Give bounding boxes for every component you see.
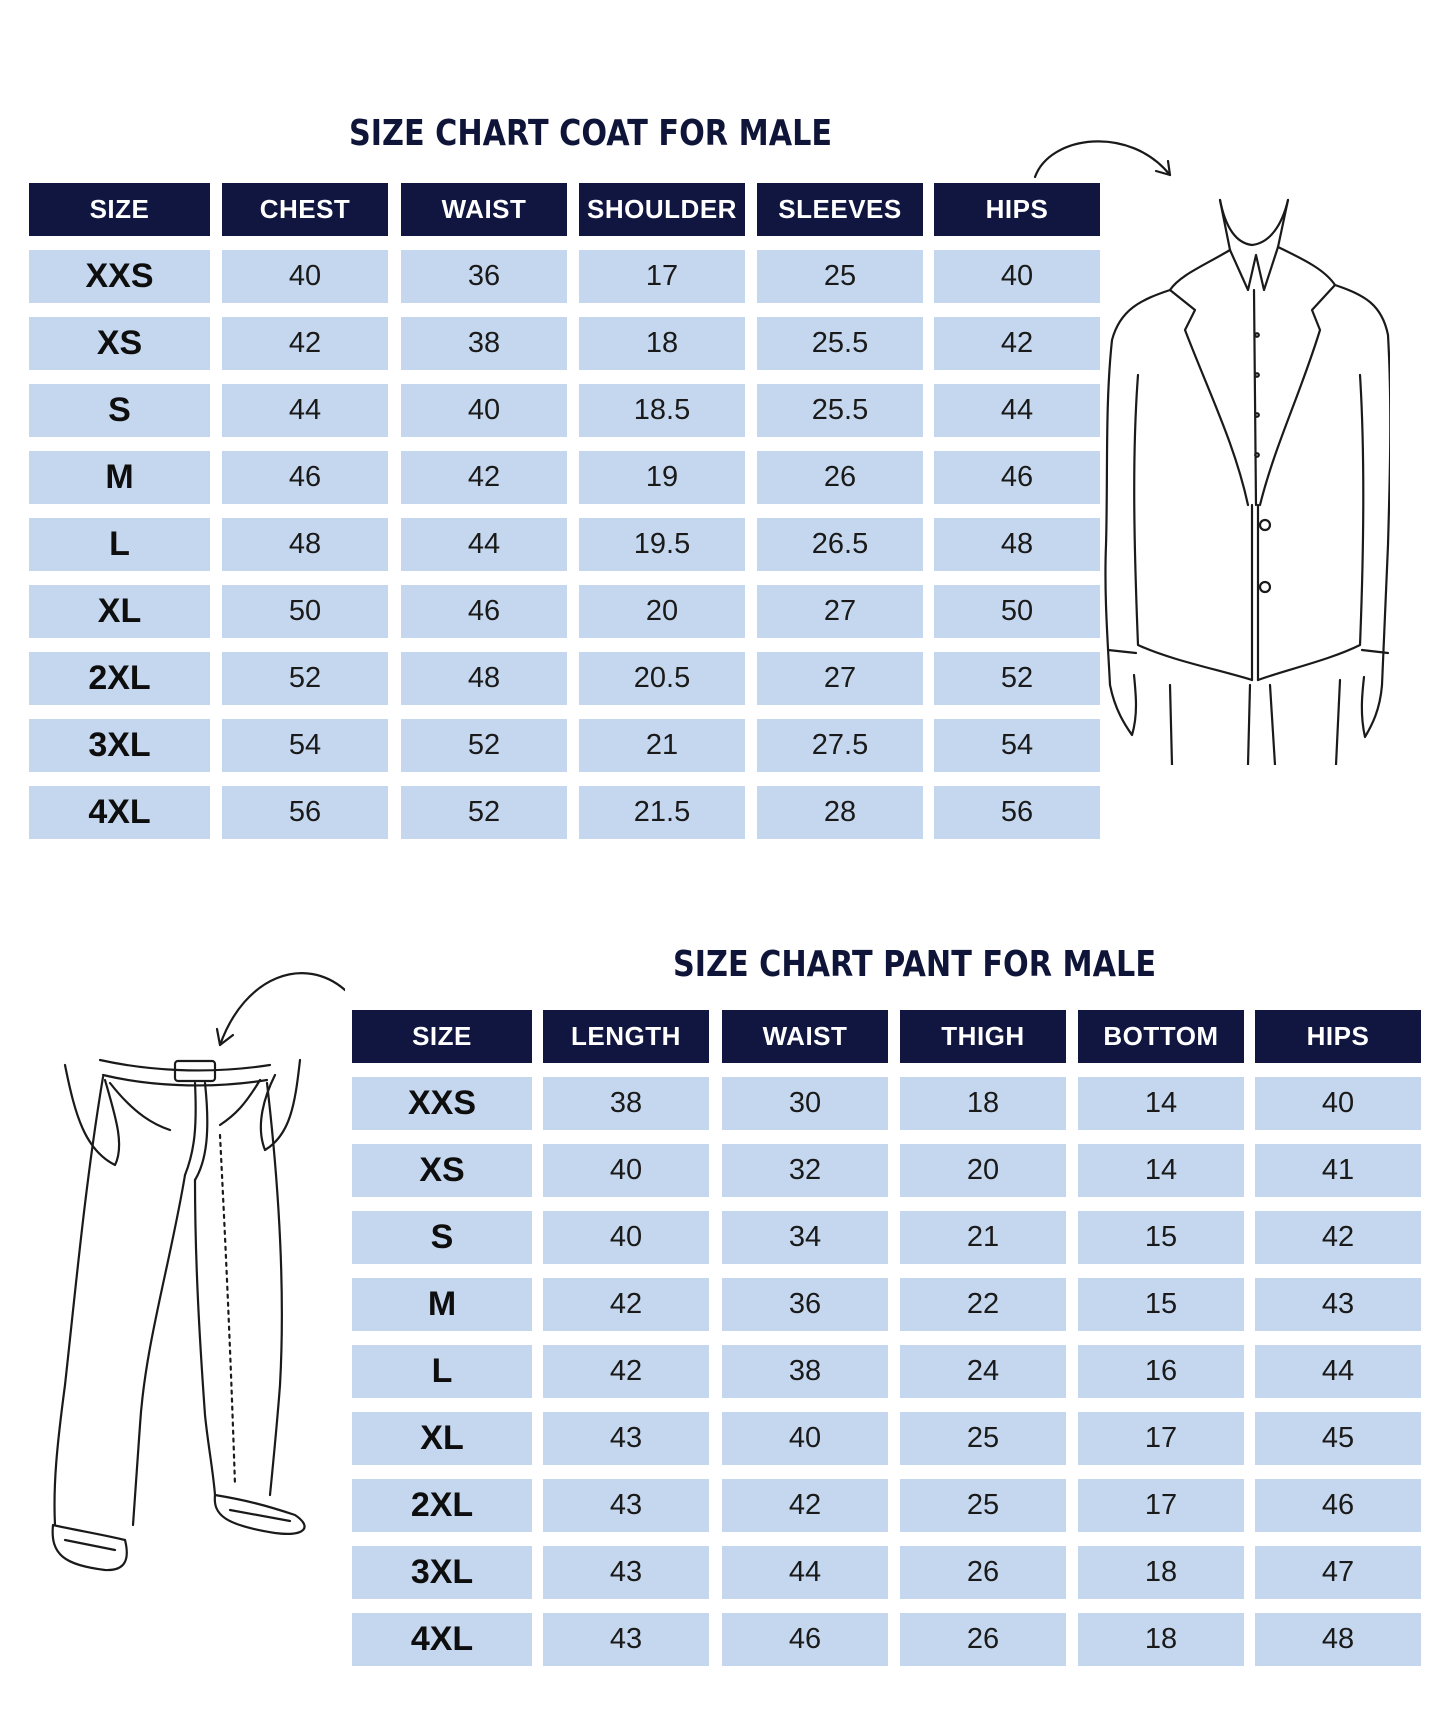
size-label: 3XL bbox=[29, 719, 210, 772]
measurement-cell: 40 bbox=[722, 1412, 888, 1465]
measurement-cell: 45 bbox=[1255, 1412, 1421, 1465]
measurement-cell: 46 bbox=[1255, 1479, 1421, 1532]
measurement-cell: 44 bbox=[401, 518, 567, 571]
measurement-cell: 48 bbox=[401, 652, 567, 705]
size-label: 4XL bbox=[29, 786, 210, 839]
measurement-cell: 15 bbox=[1078, 1211, 1244, 1264]
column-header: SLEEVES bbox=[757, 183, 923, 236]
measurement-cell: 42 bbox=[722, 1479, 888, 1532]
column-header: LENGTH bbox=[543, 1010, 709, 1063]
measurement-cell: 26 bbox=[900, 1546, 1066, 1599]
measurement-cell: 36 bbox=[722, 1278, 888, 1331]
column-header: SIZE bbox=[29, 183, 210, 236]
measurement-cell: 43 bbox=[543, 1479, 709, 1532]
measurement-cell: 20.5 bbox=[579, 652, 745, 705]
size-label: S bbox=[352, 1211, 532, 1264]
size-label: XXS bbox=[29, 250, 210, 303]
measurement-cell: 48 bbox=[1255, 1613, 1421, 1666]
size-label: M bbox=[29, 451, 210, 504]
measurement-cell: 54 bbox=[934, 719, 1100, 772]
measurement-cell: 28 bbox=[757, 786, 923, 839]
column-header: WAIST bbox=[722, 1010, 888, 1063]
column-header: THIGH bbox=[900, 1010, 1066, 1063]
measurement-cell: 25 bbox=[900, 1412, 1066, 1465]
measurement-cell: 40 bbox=[222, 250, 388, 303]
measurement-cell: 48 bbox=[222, 518, 388, 571]
size-label: 4XL bbox=[352, 1613, 532, 1666]
measurement-cell: 24 bbox=[900, 1345, 1066, 1398]
size-label: XS bbox=[352, 1144, 532, 1197]
measurement-cell: 46 bbox=[934, 451, 1100, 504]
column-header: SHOULDER bbox=[579, 183, 745, 236]
measurement-cell: 46 bbox=[401, 585, 567, 638]
measurement-cell: 46 bbox=[722, 1613, 888, 1666]
measurement-cell: 40 bbox=[543, 1144, 709, 1197]
measurement-cell: 52 bbox=[401, 786, 567, 839]
measurement-cell: 46 bbox=[222, 451, 388, 504]
measurement-cell: 42 bbox=[543, 1278, 709, 1331]
measurement-cell: 18 bbox=[900, 1077, 1066, 1130]
measurement-cell: 38 bbox=[401, 317, 567, 370]
measurement-cell: 54 bbox=[222, 719, 388, 772]
measurement-cell: 17 bbox=[579, 250, 745, 303]
size-label: L bbox=[29, 518, 210, 571]
measurement-cell: 30 bbox=[722, 1077, 888, 1130]
measurement-cell: 18.5 bbox=[579, 384, 745, 437]
column-header: HIPS bbox=[934, 183, 1100, 236]
column-header: WAIST bbox=[401, 183, 567, 236]
measurement-cell: 44 bbox=[934, 384, 1100, 437]
measurement-cell: 47 bbox=[1255, 1546, 1421, 1599]
size-label: M bbox=[352, 1278, 532, 1331]
measurement-cell: 42 bbox=[1255, 1211, 1421, 1264]
measurement-cell: 21 bbox=[900, 1211, 1066, 1264]
measurement-cell: 18 bbox=[579, 317, 745, 370]
pants-sketch-icon bbox=[45, 965, 345, 1575]
measurement-cell: 20 bbox=[900, 1144, 1066, 1197]
measurement-cell: 42 bbox=[401, 451, 567, 504]
measurement-cell: 50 bbox=[934, 585, 1100, 638]
measurement-cell: 26 bbox=[757, 451, 923, 504]
measurement-cell: 14 bbox=[1078, 1077, 1244, 1130]
size-label: XS bbox=[29, 317, 210, 370]
measurement-cell: 27.5 bbox=[757, 719, 923, 772]
coat-sketch-icon bbox=[1020, 125, 1390, 765]
measurement-cell: 52 bbox=[401, 719, 567, 772]
measurement-cell: 43 bbox=[1255, 1278, 1421, 1331]
measurement-cell: 19 bbox=[579, 451, 745, 504]
measurement-cell: 38 bbox=[543, 1077, 709, 1130]
measurement-cell: 38 bbox=[722, 1345, 888, 1398]
size-label: 3XL bbox=[352, 1546, 532, 1599]
measurement-cell: 15 bbox=[1078, 1278, 1244, 1331]
size-label: 2XL bbox=[29, 652, 210, 705]
measurement-cell: 18 bbox=[1078, 1546, 1244, 1599]
measurement-cell: 25 bbox=[757, 250, 923, 303]
size-label: S bbox=[29, 384, 210, 437]
measurement-cell: 26 bbox=[900, 1613, 1066, 1666]
column-header: HIPS bbox=[1255, 1010, 1421, 1063]
measurement-cell: 43 bbox=[543, 1613, 709, 1666]
column-header: BOTTOM bbox=[1078, 1010, 1244, 1063]
measurement-cell: 26.5 bbox=[757, 518, 923, 571]
curved-arrow-icon bbox=[217, 973, 345, 1045]
measurement-cell: 25.5 bbox=[757, 384, 923, 437]
column-header: SIZE bbox=[352, 1010, 532, 1063]
measurement-cell: 21 bbox=[579, 719, 745, 772]
measurement-cell: 52 bbox=[222, 652, 388, 705]
measurement-cell: 27 bbox=[757, 652, 923, 705]
measurement-cell: 27 bbox=[757, 585, 923, 638]
measurement-cell: 40 bbox=[401, 384, 567, 437]
measurement-cell: 48 bbox=[934, 518, 1100, 571]
curved-arrow-icon bbox=[1035, 141, 1170, 177]
measurement-cell: 43 bbox=[543, 1412, 709, 1465]
measurement-cell: 42 bbox=[934, 317, 1100, 370]
measurement-cell: 17 bbox=[1078, 1412, 1244, 1465]
measurement-cell: 44 bbox=[1255, 1345, 1421, 1398]
measurement-cell: 40 bbox=[1255, 1077, 1421, 1130]
measurement-cell: 17 bbox=[1078, 1479, 1244, 1532]
measurement-cell: 56 bbox=[934, 786, 1100, 839]
measurement-cell: 52 bbox=[934, 652, 1100, 705]
measurement-cell: 42 bbox=[543, 1345, 709, 1398]
size-label: 2XL bbox=[352, 1479, 532, 1532]
measurement-cell: 41 bbox=[1255, 1144, 1421, 1197]
measurement-cell: 36 bbox=[401, 250, 567, 303]
measurement-cell: 14 bbox=[1078, 1144, 1244, 1197]
measurement-cell: 22 bbox=[900, 1278, 1066, 1331]
measurement-cell: 16 bbox=[1078, 1345, 1244, 1398]
measurement-cell: 32 bbox=[722, 1144, 888, 1197]
measurement-cell: 34 bbox=[722, 1211, 888, 1264]
measurement-cell: 19.5 bbox=[579, 518, 745, 571]
size-label: L bbox=[352, 1345, 532, 1398]
measurement-cell: 44 bbox=[722, 1546, 888, 1599]
measurement-cell: 56 bbox=[222, 786, 388, 839]
measurement-cell: 40 bbox=[543, 1211, 709, 1264]
column-header: CHEST bbox=[222, 183, 388, 236]
measurement-cell: 18 bbox=[1078, 1613, 1244, 1666]
measurement-cell: 50 bbox=[222, 585, 388, 638]
size-label: XXS bbox=[352, 1077, 532, 1130]
measurement-cell: 20 bbox=[579, 585, 745, 638]
pant-chart-title: SIZE CHART PANT FOR MALE bbox=[673, 944, 1156, 985]
coat-chart-title: SIZE CHART COAT FOR MALE bbox=[349, 113, 833, 154]
measurement-cell: 42 bbox=[222, 317, 388, 370]
measurement-cell: 21.5 bbox=[579, 786, 745, 839]
measurement-cell: 25 bbox=[900, 1479, 1066, 1532]
size-label: XL bbox=[29, 585, 210, 638]
measurement-cell: 43 bbox=[543, 1546, 709, 1599]
size-label: XL bbox=[352, 1412, 532, 1465]
measurement-cell: 44 bbox=[222, 384, 388, 437]
measurement-cell: 40 bbox=[934, 250, 1100, 303]
measurement-cell: 25.5 bbox=[757, 317, 923, 370]
